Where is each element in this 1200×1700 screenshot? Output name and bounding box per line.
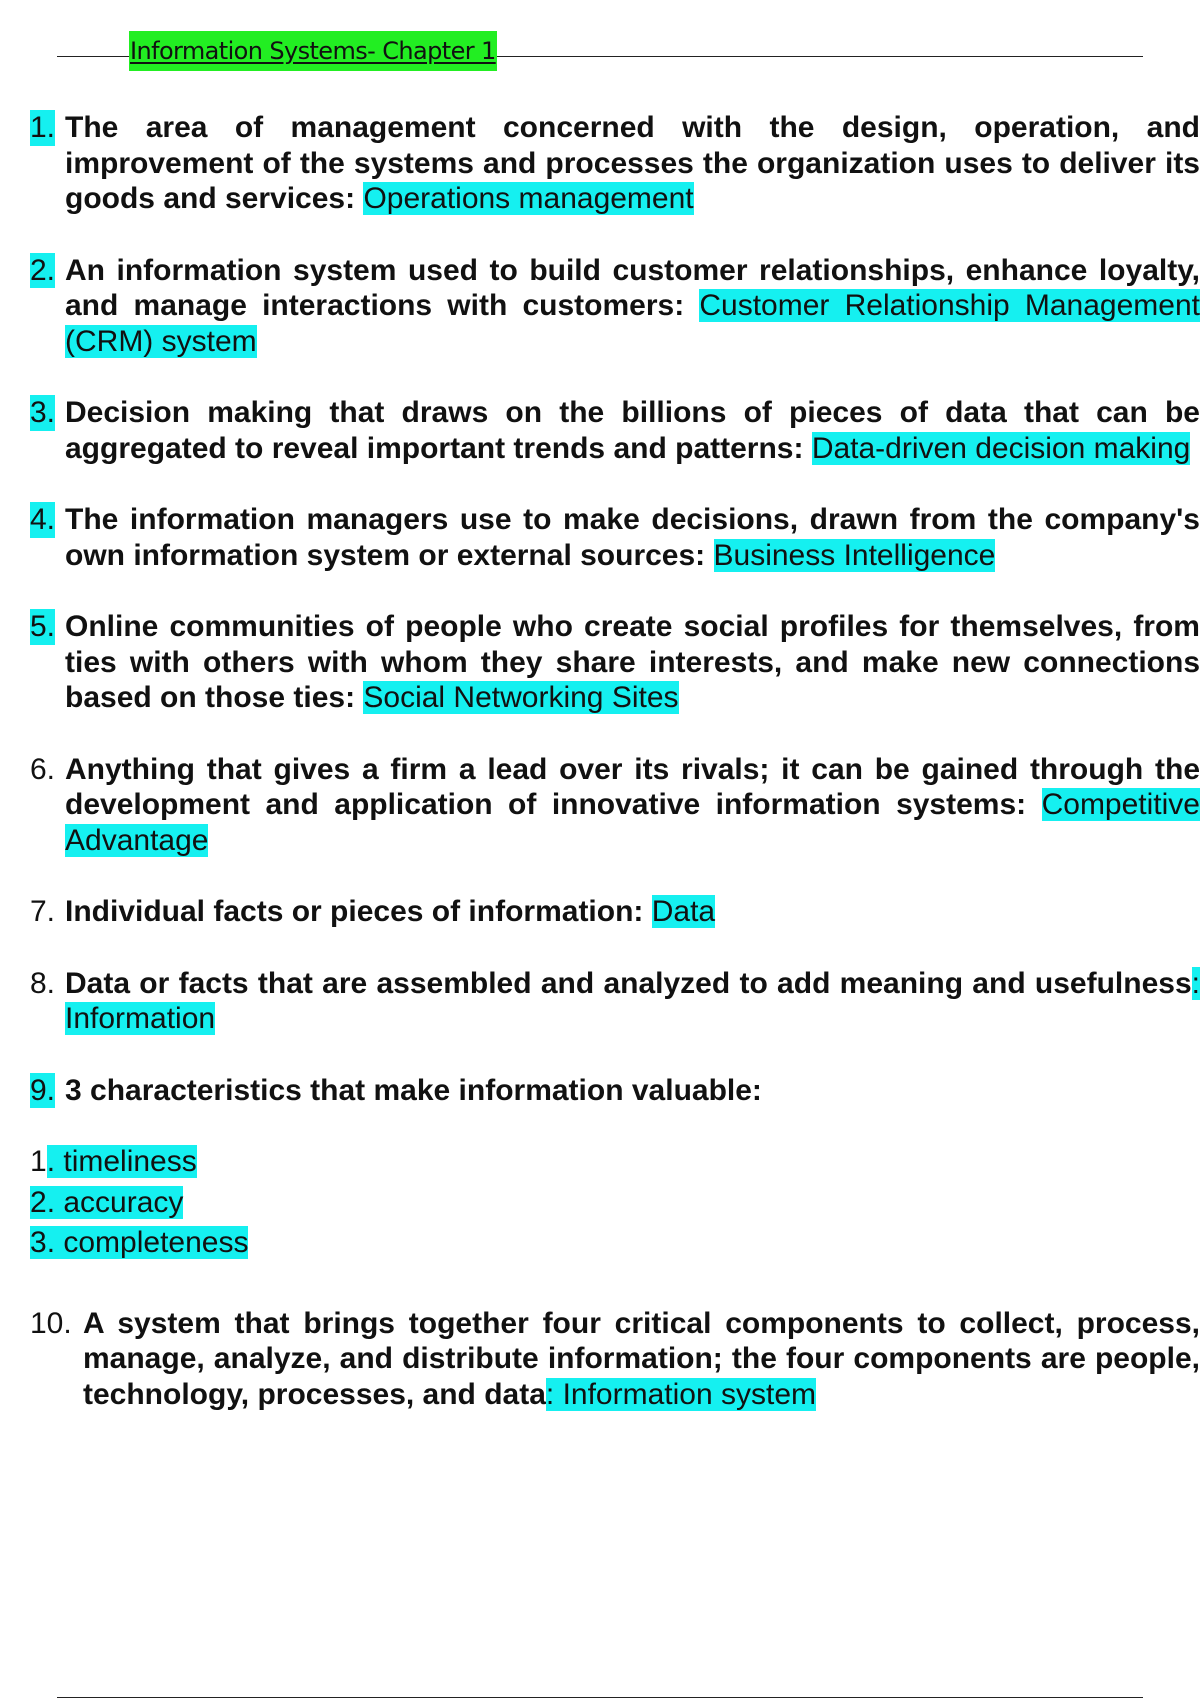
question-number: 1. bbox=[30, 111, 56, 144]
question-text: 3 characteristics that make information valuable: bbox=[65, 1073, 762, 1107]
document-body bbox=[30, 110, 1200, 1448]
question-text: A system that brings together four critical components to collect, process, manage, analyze, and distribute information; the four components are people, technology, processes, and data bbox=[83, 1306, 1200, 1411]
question-number: 6. bbox=[30, 752, 56, 786]
question-text: The area of management concerned with the design, operation, and improvement of the systems and processes the organization uses to deliver its goods and services: bbox=[65, 111, 1200, 215]
list-item-text: . timeliness bbox=[46, 1145, 197, 1178]
answer-highlight: Social Networking Sites bbox=[363, 681, 679, 714]
characteristics-list bbox=[30, 1142, 1200, 1264]
question-text: The information managers use to make decisions, drawn from the company's own information system or external sources: bbox=[65, 503, 1200, 572]
question-text: Individual facts or pieces of information: bbox=[65, 895, 652, 928]
question-number: 8. bbox=[30, 966, 56, 1000]
question-text: An information system used to build customer relationships, enhance loyalty, and manage interactions with customers: bbox=[65, 253, 1200, 322]
answer-highlight: Business Intelligence bbox=[713, 538, 996, 572]
answer-highlight: Data bbox=[651, 895, 716, 928]
answer-highlight: : Information bbox=[65, 966, 1200, 1035]
question-1 bbox=[30, 110, 1200, 217]
question-2 bbox=[30, 253, 1200, 360]
question-number: 4. bbox=[30, 503, 56, 536]
list-item bbox=[30, 1142, 1200, 1183]
question-number: 7. bbox=[30, 895, 56, 928]
list-item bbox=[30, 1183, 1200, 1224]
question-4 bbox=[30, 502, 1200, 573]
question-number: 2. bbox=[30, 253, 56, 287]
question-6 bbox=[30, 752, 1200, 859]
answer-highlight: : Information system bbox=[545, 1377, 816, 1411]
question-5 bbox=[30, 609, 1200, 716]
question-number: 10. bbox=[30, 1306, 72, 1340]
answer-highlight: Data-driven decision making bbox=[811, 431, 1191, 465]
question-8 bbox=[30, 966, 1200, 1037]
question-9 bbox=[30, 1073, 1200, 1109]
list-item-number: 1 bbox=[30, 1145, 47, 1178]
list-item-text: . accuracy bbox=[46, 1185, 184, 1219]
question-number: 5. bbox=[30, 610, 56, 643]
question-text: Decision making that draws on the billions of pieces of data that can be aggregated to reveal important trends and patterns: bbox=[65, 396, 1200, 465]
list-item bbox=[30, 1223, 1200, 1264]
question-7 bbox=[30, 894, 1200, 930]
page-title: Information Systems- Chapter 1 bbox=[129, 31, 497, 71]
question-10 bbox=[30, 1306, 1200, 1413]
list-item-text: . completeness bbox=[46, 1226, 249, 1259]
answer-highlight: Customer Relationship Management (CRM) system bbox=[65, 289, 1200, 358]
answer-highlight: Operations management bbox=[363, 182, 694, 215]
list-item-number: 3 bbox=[30, 1226, 47, 1259]
question-number: 3. bbox=[30, 396, 56, 429]
answer-highlight: Competitive Advantage bbox=[65, 788, 1200, 857]
question-text: Data or facts that are assembled and analyzed to add meaning and usefulness bbox=[65, 966, 1192, 1000]
footer-rule bbox=[57, 1697, 1143, 1698]
list-item-number: 2 bbox=[30, 1185, 47, 1219]
question-3 bbox=[30, 395, 1200, 466]
question-number: 9. bbox=[30, 1073, 56, 1107]
question-text: Anything that gives a firm a lead over its rivals; it can be gained through the development and application of innovative information systems: bbox=[65, 752, 1200, 821]
question-text: Online communities of people who create social profiles for themselves, from ties with others with whom they share interests, and make new connections based on those ties: bbox=[65, 610, 1200, 714]
